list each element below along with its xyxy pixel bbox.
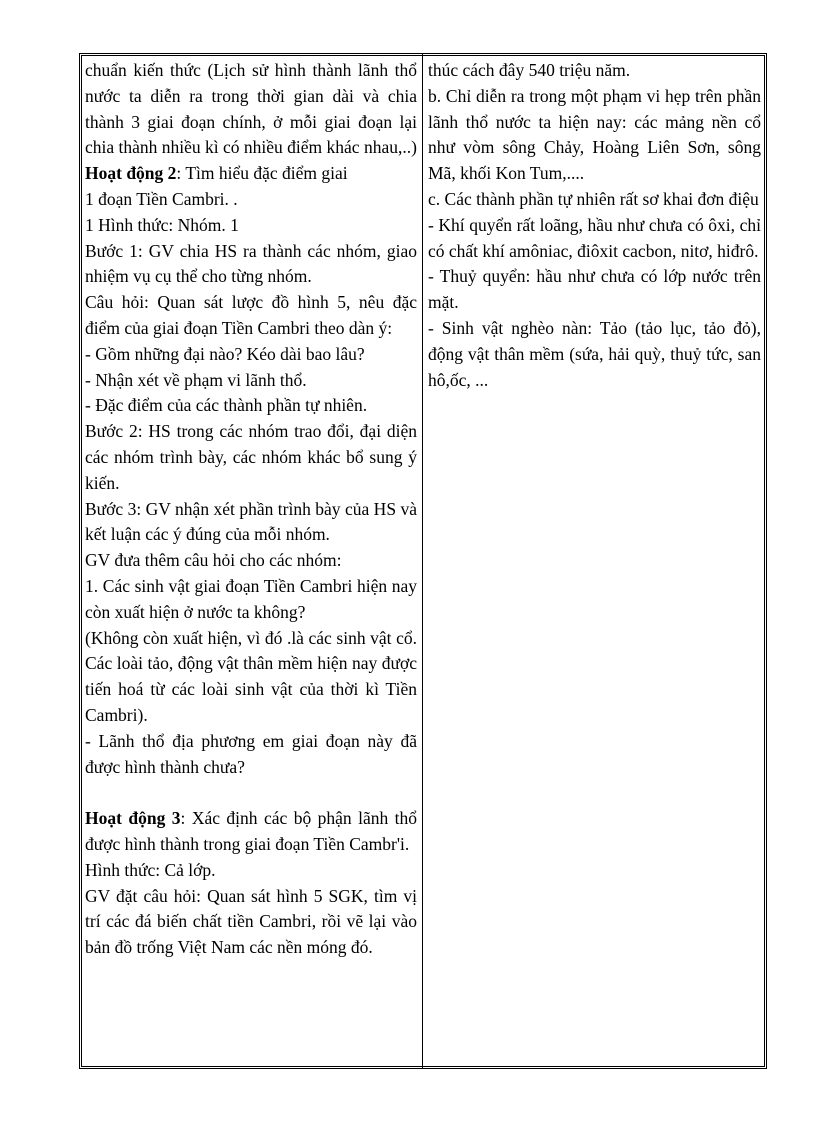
activity-3-title: : Xác định các bộ phận lãnh thổ được hình thành trong giai đoạn Tiền Cambr'i. xyxy=(85,808,418,854)
text-point-b: b. Chỉ diễn ra trong một phạm vi hẹp trên phần lãnh thổ nước ta hiện nay: các mảng nền cổ như vòm sông Chảy, Hoàng Liên Sơn, sông Mã, khối Kon Tum,.... xyxy=(428,85,761,184)
text-bullet-territory: - Nhận xét về phạm vi lãnh thổ. xyxy=(85,369,307,390)
text-bullet-eras: - Gồm những đại nào? Kéo dài bao lâu? xyxy=(85,343,365,364)
text-teacher-question: GV đặt câu hỏi: Quan sát hình 5 SGK, tìm vị trí các đá biến chất tiền Cambri, rồi vẽ lại vào bản đồ trống Việt Nam các nền móng đó. xyxy=(85,885,417,958)
column-divider xyxy=(422,53,423,1069)
activity-2-title: : Tìm hiểu đặc điểm giai xyxy=(176,163,348,184)
text-organisms: - Sinh vật nghèo nàn: Tảo (tảo lục, tảo đỏ), động vật thân mềm (sứa, hải quỳ, thuỷ tức, san hô,ốc, ... xyxy=(428,317,761,390)
text-hydrosphere: - Thuỷ quyển: hầu như chưa có lớp nước trên mặt. xyxy=(428,266,761,313)
activity-2-title-line-2: 1 đoạn Tiền Cambri. . xyxy=(85,188,238,209)
text-form-group: 1 Hình thức: Nhóm. 1 xyxy=(85,214,239,235)
text-question-1: 1. Các sinh vật giai đoạn Tiền Cambri hiện nay còn xuất hiện ở nước ta không? xyxy=(85,575,417,622)
text-bullet-nature: - Đặc điểm của các thành phần tự nhiên. xyxy=(85,395,368,416)
text-end-time: thúc cách đây 540 triệu năm. xyxy=(428,60,631,80)
text-step-1: Bước 1: GV chia HS ra thành các nhóm, giao nhiệm vụ cụ thể cho từng nhóm. xyxy=(85,240,417,287)
text-intro-knowledge: chuẩn kiến thức (Lịch sử hình thành lãnh thổ nước ta diễn ra trong thời gian dài và chia thành 3 giai đoạn chính, ở mỗi giai đoạn lại chia thành nhiều kì có nhiều điểm khác nhau,..) xyxy=(85,60,417,158)
text-question: Câu hỏi: Quan sát lược đồ hình 5, nêu đặc điểm của giai đoạn Tiền Cambri theo dàn ý: xyxy=(85,292,417,338)
right-column xyxy=(428,58,761,393)
text-question-2: - Lãnh thổ địa phương em giai đoạn này đã được hình thành chưa? xyxy=(85,730,417,777)
activity-3-label: Hoạt động 3 xyxy=(85,808,181,829)
text-atmosphere: - Khí quyển rất loãng, hầu như chưa có ôxi, chỉ có chất khí amôniac, điôxit cacbon, nitơ, hiđrô. xyxy=(428,214,761,261)
text-extra-question-intro: GV đưa thêm câu hỏi cho các nhóm: xyxy=(85,550,342,571)
text-form-class: Hình thức: Cả lớp. xyxy=(85,859,216,880)
text-step-2: Bước 2: HS trong các nhóm trao đổi, đại diện các nhóm trình bày, các nhóm khác bổ sung ý kiến. xyxy=(85,421,417,493)
text-answer-1: (Không còn xuất hiện, vì đó .là các sinh vật cổ. Các loài tảo, động vật thân mềm hiện nay được tiến hoá từ các loài sinh vật của thời kì Tiền Cambri). xyxy=(85,627,417,725)
blank-line xyxy=(85,780,417,806)
heading-activity-3 xyxy=(85,806,417,858)
left-column xyxy=(85,58,417,961)
text-point-c: c. Các thành phần tự nhiên rất sơ khai đơn điệu xyxy=(428,188,759,209)
text-step-3: Bước 3: GV nhận xét phần trình bày của HS và kết luận các ý đúng của mỗi nhóm. xyxy=(85,498,417,545)
activity-2-label: Hoạt động 2 xyxy=(85,163,177,184)
heading-activity-2 xyxy=(85,161,417,187)
